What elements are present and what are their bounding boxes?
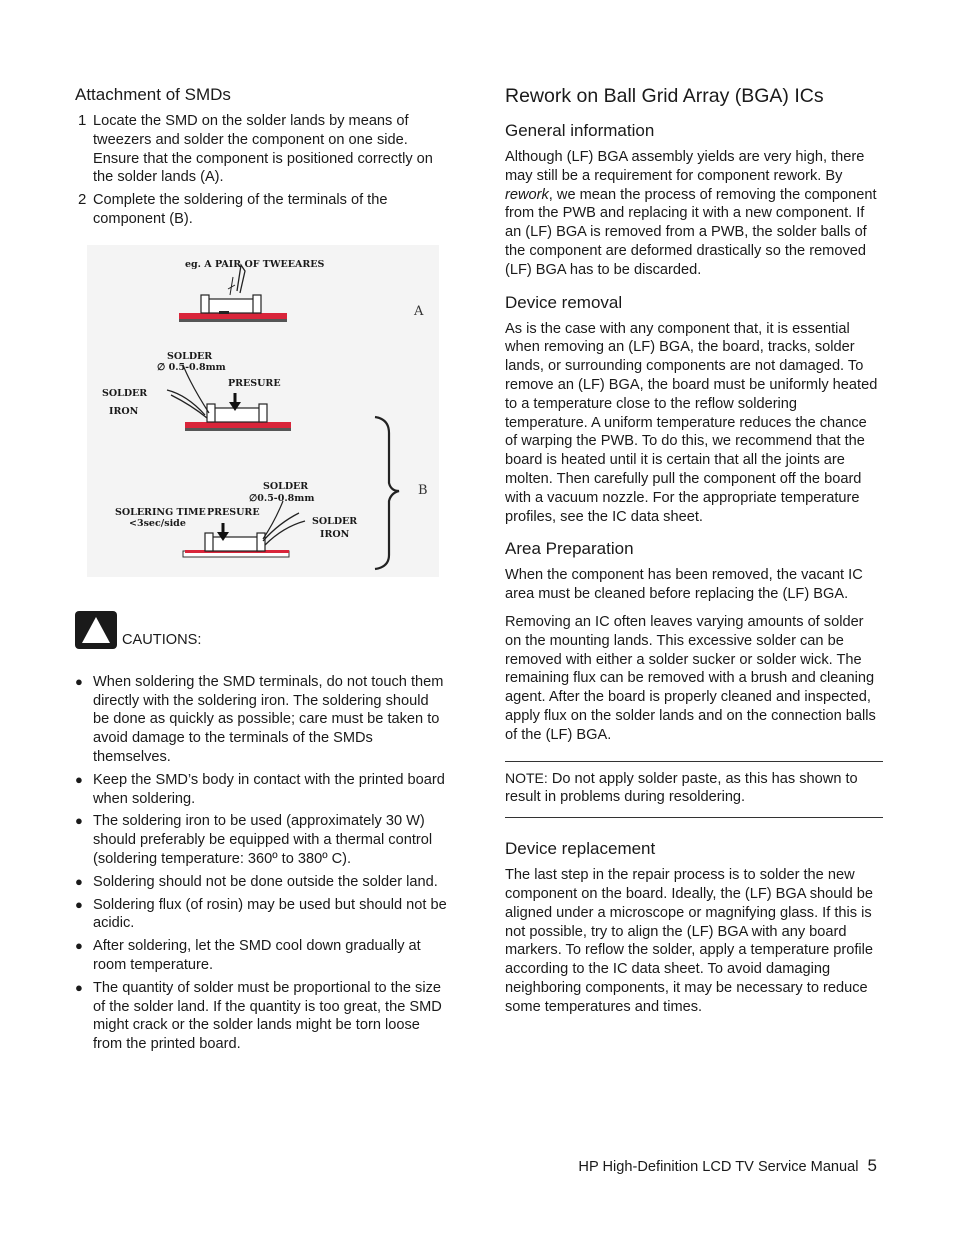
- label-solder-1: SOLDER: [167, 350, 213, 362]
- caution-text: The quantity of solder must be proportional to the size of the solder land. If the quantity is too great, the SMD might crack or the solder lands might be torn loose from the printed board.: [93, 979, 442, 1053]
- heading-area-preparation: Area Preparation: [505, 539, 634, 559]
- step-number: 1: [78, 112, 87, 129]
- note-body: Do not apply solder paste, as this has shown to result in problems during resoldering.: [505, 770, 858, 806]
- device-removal-block: [505, 292, 883, 527]
- label-tweezers: eg. A PAIR OF TWEEARES: [185, 258, 325, 270]
- label-stage-b: B: [418, 482, 428, 498]
- area-preparation-text-1: When the component has been removed, the vacant IC area must be cleaned before replacing the (LF) BGA.: [505, 567, 863, 603]
- step-text: Locate the SMD on the solder lands by means of tweezers and solder the component on one side. Ensure that the component is positioned correctly on the solder lands (A).: [93, 113, 433, 186]
- note-label: NOTE:: [505, 769, 548, 786]
- note-box: [505, 761, 883, 819]
- footer-title: HP High-Definition LCD TV Service Manual: [578, 1159, 859, 1175]
- label-solder-2: SOLDER: [263, 480, 309, 492]
- general-information-block: [505, 120, 883, 280]
- bullet-icon: ●: [75, 771, 83, 787]
- caution-item: [75, 673, 447, 767]
- section-title-attachment: Attachment of SMDs: [75, 85, 231, 104]
- label-solder-iron-1a: SOLDER: [102, 387, 148, 399]
- board-a: [179, 313, 287, 319]
- bullet-icon: ●: [75, 896, 83, 912]
- caution-item: [75, 896, 447, 934]
- cautions-title: CAUTIONS:: [122, 631, 202, 648]
- label-presure-2: PRESURE: [207, 506, 260, 518]
- general-text-emphasis: rework: [505, 186, 549, 203]
- caution-item: [75, 812, 447, 868]
- warning-icon: [75, 611, 117, 649]
- general-information-text: [505, 148, 883, 280]
- area-preparation-block: [505, 538, 883, 744]
- caution-text: Keep the SMD’s body in contact with the printed board when soldering.: [93, 771, 445, 807]
- label-stage-a: A: [414, 303, 424, 319]
- caution-item: [75, 771, 447, 809]
- device-removal-text: As is the case with any component that, it is essential when removing an (LF) BGA, the board, tracks, solder lands, or surrounding components are not damaged. To remove an (LF) BGA, the board must be uniformly heated to a temperature close to the reflow soldering temperature. A uniform temperature reduces the chance of warping the PWB. To do this, we recommend that the board is heated until it is certain that all the joints are molten. Then carefully pull the component off the board with a vacuum nozzle. For the appropriate temperature profiles, see the IC data sheet.: [505, 320, 878, 525]
- step-item: [75, 112, 447, 187]
- step-number: 2: [78, 191, 87, 209]
- note-text: [505, 769, 883, 808]
- board-b1: [185, 422, 291, 428]
- steps-list: [75, 112, 447, 229]
- heading-general-information: General information: [505, 121, 655, 140]
- label-presure-1: PRESURE: [228, 377, 281, 389]
- label-soldering-time: SOLERING TIME: [115, 506, 206, 518]
- left-column: [75, 84, 447, 1058]
- section-title-bga: Rework on Ball Grid Array (BGA) ICs: [505, 85, 824, 107]
- right-column: [505, 84, 883, 1016]
- caution-text: Soldering should not be done outside the solder land.: [93, 873, 438, 890]
- device-replacement-text: The last step in the repair process is to solder the new component on the board. Ideally, the (LF) BGA should be aligned under a microscope or magnifying glass. If this is not possible, try to align the (LF) BGA with any board markers. To reflow the solder, apply a temperature profile according to the IC data sheet. To avoid damaging neighboring components, it may be necessary to reduce some temperatures and times.: [505, 867, 874, 1015]
- step-item: [75, 191, 447, 229]
- caution-item: [75, 937, 447, 975]
- bullet-icon: ●: [75, 938, 83, 954]
- cautions-header: [75, 611, 447, 649]
- smd-attachment-diagram: [87, 245, 439, 577]
- caution-text: After soldering, let the SMD cool down gradually at room temperature.: [93, 938, 421, 973]
- heading-device-replacement: Device replacement: [505, 839, 656, 859]
- caution-text: The soldering iron to be used (approximately 30 W) should preferably be equipped with a thermal control (soldering temperature: 360º to 380º C).: [93, 813, 433, 867]
- label-time-value: <3sec/side: [129, 517, 186, 529]
- general-text-part: Although (LF) BGA assembly yields are very high, there may still be a requirement for component rework. By: [505, 149, 865, 184]
- heading-device-removal: Device removal: [505, 292, 623, 312]
- caution-text: When soldering the SMD terminals, do not touch them directly with the soldering iron. The soldering should be done as quickly as possible; care must be taken to avoid damage to the terminals of the SMDs themselves.: [93, 673, 444, 765]
- page-footer: [578, 1156, 877, 1176]
- label-solder-dia-1: ∅ 0.5-0.8mm: [157, 361, 226, 373]
- bullet-icon: ●: [75, 979, 83, 995]
- label-solder-iron-1b: IRON: [109, 405, 139, 417]
- area-preparation-text-2: Removing an IC often leaves varying amounts of solder on the mounting lands. This excessive solder can be removed with either a solder sucker or solder wick. The remaining flux can be removed with a brush and cleaning agent. After the board is properly cleaned and inspected, apply flux on the solder lands and on the connection balls of the (LF) BGA.: [505, 613, 876, 743]
- cautions-list: [75, 673, 447, 1054]
- caution-item: [75, 979, 447, 1054]
- bullet-icon: ●: [75, 873, 83, 889]
- page-number: 5: [867, 1156, 877, 1175]
- caution-text: Soldering flux (of rosin) may be used but should not be acidic.: [93, 896, 447, 932]
- bullet-icon: ●: [75, 813, 83, 829]
- step-text: Complete the soldering of the terminals of the component (B).: [93, 192, 388, 227]
- label-solder-iron-2a: SOLDER: [312, 515, 358, 527]
- general-text-part: , we mean the process of removing the component from the PWB and replacing it with a new component. If an (LF) BGA is removed from a PWB, the solder balls of the component are deformed drastically so the removed (LF) BGA has to be discarded.: [505, 186, 877, 278]
- smd-body-a: [205, 299, 257, 313]
- caution-item: [75, 873, 447, 892]
- label-solder-iron-2b: IRON: [320, 528, 350, 540]
- label-solder-dia-2: ∅0.5-0.8mm: [249, 492, 315, 504]
- bullet-icon: ●: [75, 673, 83, 689]
- device-replacement-block: [505, 838, 883, 1016]
